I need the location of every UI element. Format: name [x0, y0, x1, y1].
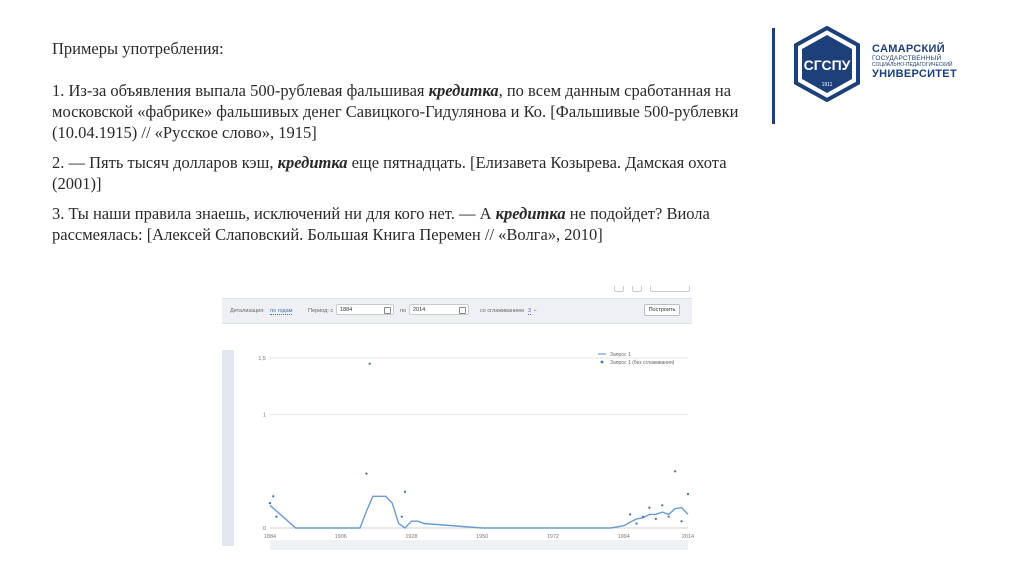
- period-label: Период: с: [308, 308, 334, 314]
- data-point: [680, 520, 682, 522]
- data-point: [642, 516, 644, 518]
- data-point: [674, 470, 676, 472]
- example-3-pre: 3. Ты наши правила знаешь, исключений ни для кого нет. ― А: [52, 204, 496, 223]
- example-3: [52, 203, 772, 245]
- logo-line-4: УНИВЕРСИТЕТ: [872, 68, 957, 80]
- period-to-value: 2014: [413, 307, 426, 313]
- data-point: [275, 516, 277, 518]
- example-3-keyword: кредитка: [495, 204, 566, 223]
- seal-year: 1911: [821, 82, 833, 88]
- x-tick-label: 1994: [617, 534, 630, 540]
- chevron-down-icon[interactable]: ⌄: [533, 307, 538, 313]
- example-1-keyword: кредитка: [428, 81, 499, 100]
- y-tick-label: 1,5: [258, 356, 266, 362]
- smoothing-select[interactable]: 3: [528, 308, 532, 314]
- period-to-label: по: [400, 308, 407, 314]
- data-point: [369, 363, 371, 365]
- data-point: [401, 516, 403, 518]
- legend-label: Запрос 1: [610, 352, 631, 358]
- build-button[interactable]: Построить: [644, 304, 680, 316]
- logo-line-3: СОЦИАЛЬНО-ПЕДАГОГИЧЕСКИЙ: [872, 62, 953, 68]
- x-tick-label: 1928: [405, 534, 418, 540]
- smoothing-label: со сглаживанием: [480, 308, 524, 314]
- series-line: [270, 496, 688, 528]
- example-2-post: еще пятнадцать. [Елизавета Козырева. Дамская охота (2001)]: [52, 153, 727, 193]
- examples-heading: Примеры употребления:: [52, 39, 224, 58]
- logo-divider: [772, 28, 775, 124]
- data-point: [668, 516, 670, 518]
- seal-abbreviation: СГСПУ: [803, 57, 851, 73]
- data-point: [272, 495, 274, 497]
- data-point: [661, 504, 663, 506]
- detail-label: Детализация:: [230, 308, 265, 314]
- legend-label: Запрос 1 (без сглаживания): [610, 360, 675, 366]
- x-tick-label: 1972: [546, 534, 560, 540]
- data-point: [687, 493, 689, 495]
- data-point: [404, 491, 406, 493]
- x-tick-label: 1906: [334, 534, 347, 540]
- example-1: [52, 80, 772, 143]
- university-seal-icon: [792, 26, 862, 102]
- detail-link[interactable]: по годам: [270, 308, 293, 314]
- frequency-chart: [222, 286, 695, 554]
- university-logo: [772, 26, 972, 106]
- x-tick-label: 2014: [681, 534, 695, 540]
- data-point: [635, 522, 637, 524]
- y-tick-label: 0: [262, 526, 266, 532]
- data-point: [629, 513, 631, 515]
- usage-examples: [52, 38, 772, 254]
- data-point: [648, 507, 650, 509]
- legend-swatch: [601, 361, 604, 364]
- logo-line-2: ГОСУДАРСТВЕННЫЙ: [872, 55, 942, 62]
- example-2: [52, 152, 772, 194]
- range-selector: [270, 540, 688, 550]
- frequency-widget: [222, 286, 695, 554]
- example-2-keyword: кредитка: [277, 153, 348, 172]
- x-tick-label: 1950: [476, 534, 489, 540]
- logo-line-1: САМАРСКИЙ: [872, 43, 945, 55]
- data-point: [655, 518, 657, 520]
- example-1-post: , по всем данным сработанная на московской «фабрике» фальшивых денег Савицкого-Гидулянова и Ко. [Фальшивые 500-рублевки (10.04.1915) // «Русское слово», 1915]: [52, 81, 739, 142]
- example-2-pre: 2. ― Пять тысяч долларов кэш,: [52, 153, 278, 172]
- x-tick-label: 1884: [263, 534, 277, 540]
- university-name: [872, 44, 957, 80]
- example-3-post: не подойдет? Виола рассмеялась: [Алексей Слаповский. Большая Книга Перемен // «Волга», 2010]: [52, 204, 710, 244]
- data-point: [269, 502, 271, 504]
- period-from-value: 1884: [340, 307, 353, 313]
- example-1-pre: 1. Из-за объявления выпала 500-рублевая фальшивая: [52, 81, 429, 100]
- y-tick-label: 1: [262, 412, 266, 419]
- data-point: [365, 473, 367, 475]
